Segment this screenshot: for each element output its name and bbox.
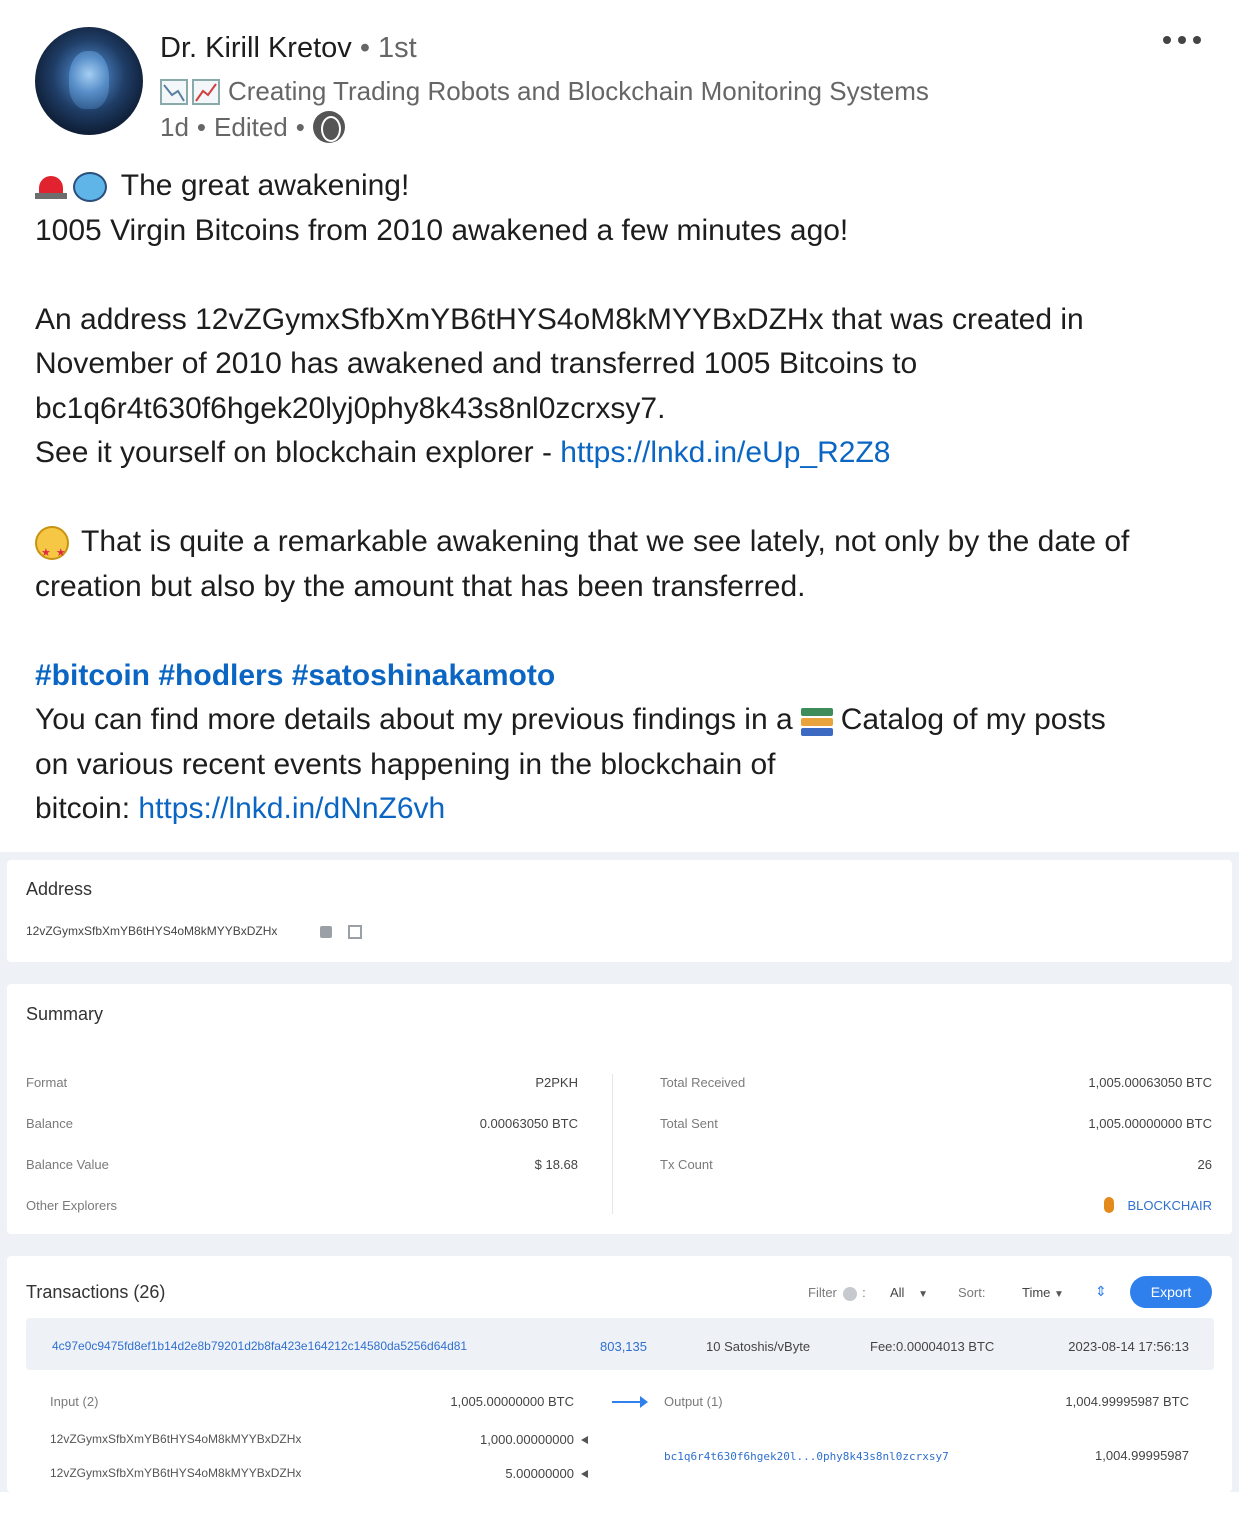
connection-degree: 1st — [378, 32, 417, 64]
hashtag-hodlers[interactable]: #hodlers — [158, 658, 284, 692]
tx-input-address[interactable]: 12vZGymxSfbXmYB6tHYS4oM8kMYYBxDZHx — [50, 1466, 302, 1480]
author-name[interactable]: Dr. Kirill Kretov — [160, 32, 352, 64]
tx-input-address[interactable]: 12vZGymxSfbXmYB6tHYS4oM8kMYYBxDZHx — [50, 1432, 302, 1446]
hashtag-satoshinakamoto[interactable]: #satoshinakamoto — [291, 658, 556, 692]
summary-card — [7, 984, 1232, 1234]
copy-icon[interactable] — [320, 926, 332, 938]
post-time: 1d — [160, 111, 189, 142]
siren-icon — [35, 174, 67, 200]
separator-dot: • — [196, 111, 207, 142]
transactions-title: Transactions (26) — [26, 1282, 166, 1302]
post-line-8: creation but also by the amount that has been transferred. — [35, 569, 806, 603]
tx-output-amount: 1,004.99995987 — [1095, 1448, 1189, 1463]
address-value: 12vZGymxSfbXmYB6tHYS4oM8kMYYBxDZHx — [26, 924, 278, 938]
filter-select[interactable] — [890, 1285, 928, 1300]
summary-value: 26 — [1197, 1157, 1212, 1172]
qr-code-icon[interactable] — [348, 925, 362, 939]
address-card — [7, 860, 1232, 962]
dolphin-icon — [73, 172, 107, 202]
tx-hash-link[interactable]: 4c97e0c9475fd8ef1b14d2e8b79201d2b8fa423e164212c14580da5256d64d81 — [52, 1339, 468, 1353]
filter-value: All — [890, 1285, 905, 1300]
post-line-6: See it yourself on blockchain explorer - https://lnkd.in/eUp_R2Z8 — [35, 436, 891, 469]
summary-label: Total Received — [660, 1075, 746, 1090]
blockchair-link[interactable]: BLOCKCHAIR — [1127, 1198, 1212, 1213]
sort-label: Sort: — [958, 1285, 986, 1300]
tx-output-total: 1,004.99995987 BTC — [1065, 1394, 1189, 1409]
chart-up-icon — [192, 79, 220, 105]
author-avatar[interactable] — [35, 27, 143, 135]
tx-fee-rate: 10 Satoshis/vByte — [706, 1339, 811, 1354]
separator-dot: • — [295, 111, 305, 142]
summary-divider — [612, 1074, 613, 1214]
separator-dot: • — [359, 32, 370, 64]
hashtag-bitcoin[interactable]: #bitcoin — [35, 658, 151, 692]
summary-title: Summary — [26, 1004, 104, 1024]
post-line-7: ★ ★That is quite a remarkable awakening that we see lately, not only by the date of — [35, 520, 1205, 565]
tx-input-label: Input (2) — [50, 1394, 99, 1409]
post-line-3: An address 12vZGymxSfbXmYB6tHYS4oM8kMYYBxDZHx that was created in — [35, 302, 1084, 336]
tx-input-amount: 1,000.00000000 — [480, 1432, 574, 1447]
chevron-down-icon: ▼ — [918, 1289, 928, 1300]
summary-value: P2PKH — [535, 1075, 578, 1090]
caret-left-icon[interactable] — [581, 1470, 588, 1478]
more-options-icon[interactable] — [1163, 36, 1201, 44]
post-line-10: on various recent events happening in the blockchain of — [35, 747, 776, 781]
author-line — [160, 32, 417, 65]
caret-left-icon[interactable] — [581, 1436, 588, 1444]
summary-label: Other Explorers — [26, 1198, 118, 1213]
post-line-2: 1005 Virgin Bitcoins from 2010 awakened a few minutes ago! — [35, 213, 849, 247]
summary-label: Total Sent — [660, 1116, 718, 1131]
tx-fee: Fee:0.00004013 BTC — [870, 1339, 995, 1354]
hashtags — [35, 654, 1205, 699]
filter-label: Filter — [808, 1285, 837, 1300]
summary-label: Tx Count — [660, 1157, 713, 1172]
sort-direction-icon[interactable]: ⇕ — [1095, 1283, 1107, 1299]
avatar-face — [69, 51, 109, 109]
summary-value: 0.00063050 BTC — [479, 1116, 578, 1131]
star-struck-icon — [35, 526, 69, 560]
author-headline — [160, 76, 929, 107]
info-icon — [843, 1287, 857, 1301]
post-meta — [160, 111, 345, 143]
tx-output-label: Output (1) — [664, 1394, 723, 1409]
post-line-9: You can find more details about my previous findings in a Catalog of my posts — [35, 703, 1106, 736]
summary-label: Format — [26, 1075, 68, 1090]
headline-text: Creating Trading Robots and Blockchain Monitoring Systems — [228, 76, 929, 106]
summary-label: Balance Value — [26, 1157, 109, 1172]
address-title: Address — [26, 879, 93, 899]
summary-value: 1,005.00000000 BTC — [1088, 1116, 1212, 1131]
summary-label: Balance — [26, 1116, 73, 1131]
explorer-link[interactable]: https://lnkd.in/eUp_R2Z8 — [560, 436, 891, 469]
books-icon — [801, 706, 833, 736]
arrow-right-icon — [612, 1401, 646, 1403]
catalog-link[interactable]: https://lnkd.in/dNnZ6vh — [138, 792, 446, 825]
tx-output-address[interactable]: bc1q6r4t630f6hgek20l...0phy8k43s8nl0zcrxsy7 — [664, 1450, 949, 1463]
filter-control: Filter : — [808, 1285, 866, 1300]
sort-value: Time — [1022, 1285, 1051, 1300]
edited-label: Edited — [214, 111, 288, 142]
globe-icon — [313, 111, 345, 143]
tx-block-link[interactable]: 803,135 — [600, 1339, 647, 1354]
tx-input-amount: 5.00000000 — [505, 1466, 574, 1481]
chevron-down-icon: ▼ — [1054, 1289, 1064, 1300]
post-line-4: November of 2010 has awakened and transferred 1005 Bitcoins to — [35, 347, 918, 380]
tx-time: 2023-08-14 17:56:13 — [1068, 1339, 1189, 1354]
post-line-11: bitcoin: https://lnkd.in/dNnZ6vh — [35, 792, 446, 825]
summary-value: 1,005.00063050 BTC — [1088, 1075, 1212, 1090]
export-button[interactable]: Export — [1130, 1276, 1212, 1308]
post-body — [35, 164, 1205, 832]
tx-input-total: 1,005.00000000 BTC — [450, 1394, 574, 1409]
post-line-1: The great awakening! — [35, 164, 1205, 209]
chart-down-icon — [160, 79, 188, 105]
summary-value: $ 18.68 — [534, 1157, 578, 1172]
blockchair-icon — [1104, 1197, 1114, 1213]
post-line-5: bc1q6r4t630f6hgek20lyj0phy8k43s8nl0zcrxsy7. — [35, 391, 666, 425]
sort-select[interactable] — [1022, 1285, 1064, 1300]
